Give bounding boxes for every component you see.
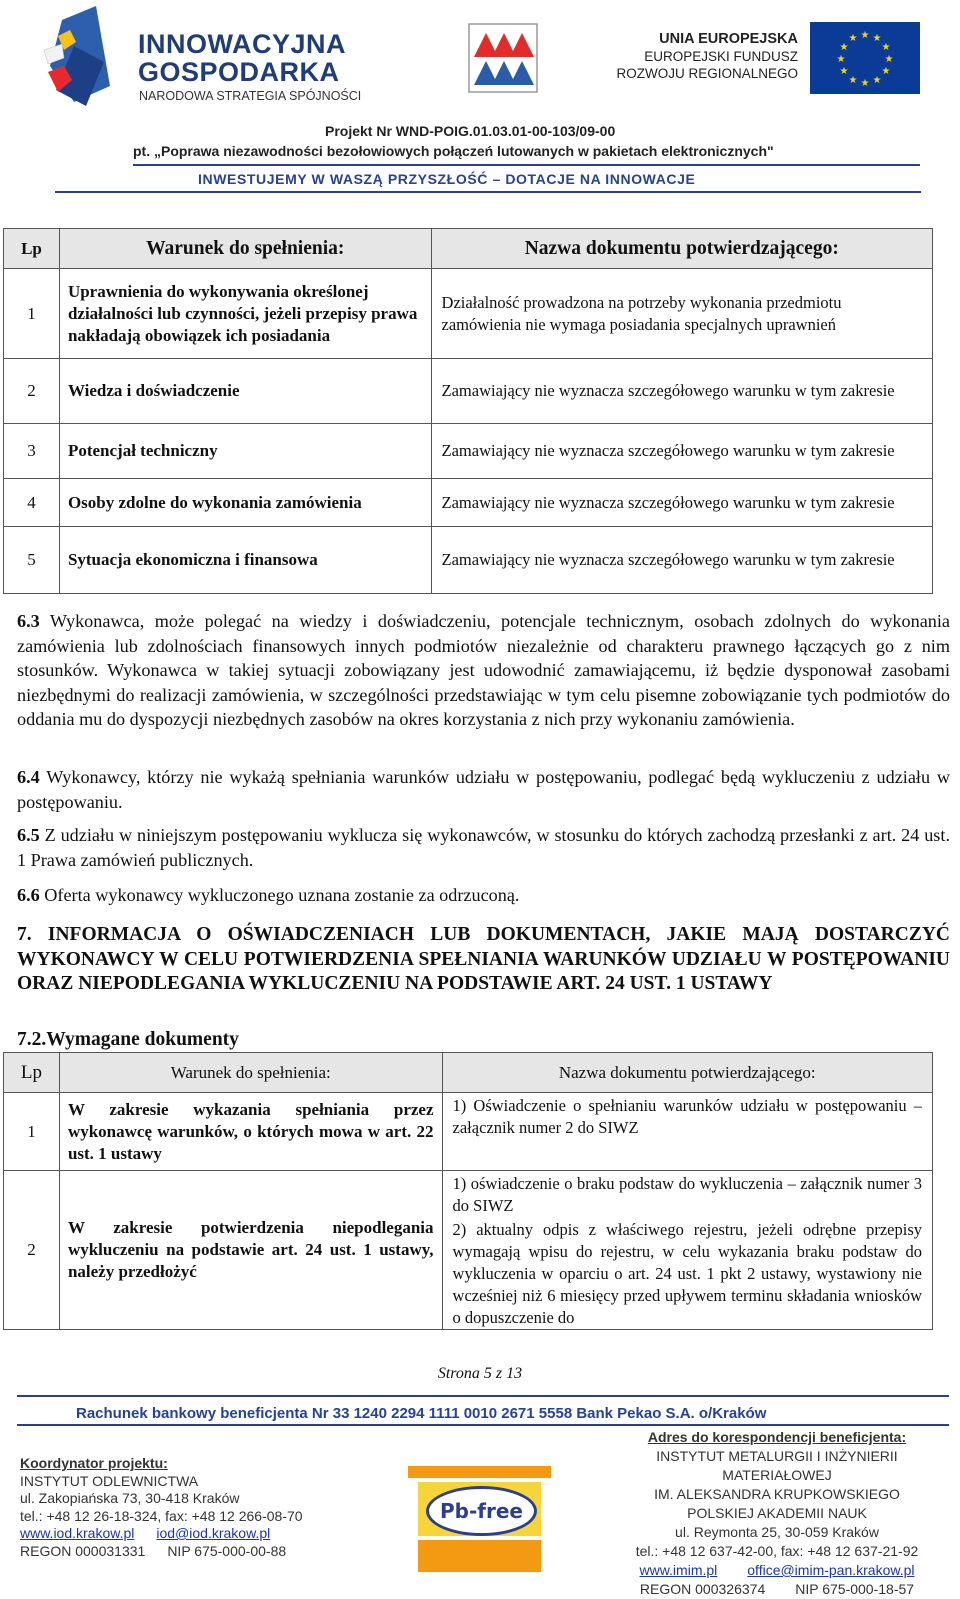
section-7-2-heading: 7.2.Wymagane dokumenty bbox=[17, 1029, 239, 1050]
row-document: Zamawiający nie wyznacza szczegółowego warunku w tym zakresie bbox=[431, 359, 932, 424]
page-number: Strona 5 z 13 bbox=[437, 1365, 523, 1382]
correspondence-block bbox=[612, 1428, 942, 1599]
header-lp: Lp bbox=[4, 1053, 60, 1093]
paragraph-6-5: 6.5 Z udziału w niniejszym postępowaniu wyklucza się wykonawców, w stosunku do których zachodzą przesłanki z art. 24 ust. 1 Prawa zamówień publicznych. bbox=[17, 825, 950, 870]
coordinator-name: INSTYTUT ODLEWNICTWA bbox=[20, 1472, 199, 1489]
svg-text:★: ★ bbox=[881, 42, 891, 53]
row-condition: Uprawnienia do wykonywania określonej działalności lub czynności, jeżeli przepisy prawa nakładają obowiązek ich posiadania bbox=[59, 269, 431, 359]
row-document: Zamawiający nie wyznacza szczegółowego warunku w tym zakresie bbox=[431, 527, 932, 594]
project-title: pt. „Poprawa niezawodności bezołowiowych połączeń lutowanych w pakietach elektronicznych" bbox=[133, 143, 774, 159]
svg-text:★: ★ bbox=[872, 75, 882, 86]
ig-logo-subtitle: NARODOWA STRATEGIA SPÓJNOŚCI bbox=[139, 89, 362, 103]
header-condition: Warunek do spełnienia: bbox=[59, 229, 431, 269]
header-condition: Warunek do spełnienia: bbox=[59, 1053, 442, 1093]
coordinator-website-link[interactable]: www.iod.krakow.pl bbox=[20, 1525, 135, 1541]
conditions-table bbox=[3, 228, 933, 594]
coordinator-regon: REGON 000031331 bbox=[20, 1542, 146, 1559]
coordinator-phone: tel.: +48 12 26-18-324, fax: +48 12 266-08-70 bbox=[20, 1507, 303, 1524]
innowacyjna-gospodarka-logo bbox=[44, 6, 114, 108]
correspondence-phone: tel.: +48 12 637-42-00, fax: +48 12 637-21-92 bbox=[635, 1543, 919, 1559]
section-7-heading: 7. INFORMACJA O OŚWIADCZENIACH LUB DOKUMENTACH, JAKIE MAJĄ DOSTARCZYĆ WYKONAWCY W CELU POTWIERDZENIA SPEŁNIANIA WARUNKÓW UDZIAŁU W POSTĘPOWANIU ORAZ NIEPODLEGANIA WYKLUCZENIU NA PODSTAWIE ART. 24 UST. 1 USTAWY bbox=[17, 924, 950, 994]
svg-text:★: ★ bbox=[881, 66, 891, 77]
pb-free-logo bbox=[408, 1466, 551, 1572]
correspondence-institute-line2: IM. ALEKSANDRA KRUPKOWSKIEGO bbox=[654, 1486, 900, 1502]
correspondence-email-link[interactable]: office@imim-pan.krakow.pl bbox=[747, 1562, 915, 1578]
svg-text:★: ★ bbox=[839, 66, 849, 77]
correspondence-institute: INSTYTUT METALURGII I INŻYNIERII MATERIAŁOWEJ bbox=[656, 1448, 898, 1483]
row-condition: Wiedza i doświadczenie bbox=[59, 359, 431, 424]
table-row bbox=[4, 479, 933, 527]
svg-text:★: ★ bbox=[872, 33, 882, 44]
table-row bbox=[4, 424, 933, 479]
coordinator-email-link[interactable]: iod@iod.krakow.pl bbox=[156, 1525, 271, 1541]
row-lp: 3 bbox=[4, 424, 60, 479]
header-document: Nazwa dokumentu potwierdzającego: bbox=[442, 1053, 932, 1093]
row-document: Działalność prowadzona na potrzeby wykonania przedmiotu zamówienia nie wymaga posiadania specjalnych uprawnień bbox=[431, 269, 932, 359]
row-lp: 1 bbox=[4, 1093, 60, 1171]
imim-logo bbox=[468, 23, 538, 93]
document-item: 1) oświadczenie o braku podstaw do wykluczenia – załącznik numer 3 do SIWZ bbox=[452, 1174, 922, 1215]
table-header-row bbox=[4, 229, 933, 269]
ig-logo-text: INNOWACYJNA GOSPODARKA bbox=[138, 29, 347, 87]
row-document: Zamawiający nie wyznacza szczegółowego warunku w tym zakresie bbox=[431, 424, 932, 479]
row-condition: W zakresie wykazania spełniania przez wykonawcę warunków, o których mowa w art. 22 ust. 1 ustawy bbox=[59, 1093, 442, 1171]
eu-flag-icon bbox=[810, 22, 920, 94]
table-row bbox=[4, 1171, 933, 1330]
row-condition: Osoby zdolne do wykonania zamówienia bbox=[59, 479, 431, 527]
coordinator-title: Koordynator projektu: bbox=[20, 1455, 168, 1471]
row-condition: Potencjał techniczny bbox=[59, 424, 431, 479]
row-lp: 2 bbox=[4, 359, 60, 424]
table-header-row bbox=[4, 1053, 933, 1093]
row-condition: W zakresie potwierdzenia niepodlegania wykluczeniu na podstawie art. 24 ust. 1 ustawy, należy przedłożyć bbox=[59, 1171, 442, 1330]
eu-fund-text: UNIA EUROPEJSKA EUROPEJSKI FUNDUSZ ROZWOJU REGIONALNEGO bbox=[616, 31, 798, 81]
svg-text:★: ★ bbox=[848, 33, 858, 44]
slogan: INWESTUJEMY W WASZĄ PRZYSZŁOŚĆ – DOTACJE NA INNOWACJE bbox=[198, 171, 696, 187]
header-lp: Lp bbox=[4, 229, 60, 269]
document-item: 2) aktualny odpis z właściwego rejestru, jeżeli odrębne przepisy wymagają wpisu do rejestru, w celu wykazania braku podstaw do wykluczenia w oparciu o art. 24 ust. 1 pkt 2 ustawy, wystawiony nie wcześniej niż 6 miesięcy przed upływem terminu składania wniosków o dopuszczenie do bbox=[452, 1220, 922, 1327]
row-lp: 4 bbox=[4, 479, 60, 527]
header-document: Nazwa dokumentu potwierdzającego: bbox=[431, 229, 932, 269]
coordinator-address: ul. Zakopiańska 73, 30-418 Kraków bbox=[20, 1490, 240, 1506]
correspondence-regon: REGON 000326374 bbox=[639, 1581, 766, 1597]
row-lp: 2 bbox=[4, 1171, 60, 1330]
bank-account: Rachunek bankowy beneficjenta Nr 33 1240 2294 1111 0010 2671 5558 Bank Pekao S.A. o/Kraków bbox=[76, 1405, 767, 1422]
paragraph-6-3: 6.3 Wykonawca, może polegać na wiedzy i doświadczeniu, potencjale technicznym, osobach zdolnych do wykonania zamówienia lub zdolnościach finansowych innych podmiotów niezależnie od charakteru prawnego łączących go z nim stosunków. Wykonawca w takiej sytuacji zobowiązany jest udowodnić zamawiającemu, iż będzie dysponował zasobami niezbędnymi do realizacji zamówienia, w szczególności przedstawiając w tym celu pisemne zobowiązanie tych podmiotów do oddania mu do dyspozycji niezbędnych zasobów na okres korzystania z nich przy wykonaniu zamówienia. bbox=[17, 611, 950, 729]
row-lp: 5 bbox=[4, 527, 60, 594]
table-row bbox=[4, 1093, 933, 1171]
svg-text:★: ★ bbox=[839, 42, 849, 53]
svg-text:★: ★ bbox=[836, 54, 846, 65]
header-divider bbox=[133, 164, 920, 166]
row-document: 1) Oświadczenie o spełnianiu warunków udziału w postępowaniu – załącznik numer 2 do SIWZ bbox=[442, 1093, 932, 1171]
table-row bbox=[4, 359, 933, 424]
correspondence-institute-line3: POLSKIEJ AKADEMII NAUK bbox=[687, 1505, 867, 1521]
svg-text:★: ★ bbox=[884, 54, 894, 65]
svg-text:★: ★ bbox=[860, 30, 870, 41]
paragraph-6-6: 6.6 Oferta wykonawcy wykluczonego uznana zostanie za odrzuconą. bbox=[17, 885, 520, 905]
pb-free-label: Pb-free bbox=[426, 1486, 537, 1536]
table-row bbox=[4, 269, 933, 359]
footer-divider bbox=[17, 1395, 949, 1397]
project-number: Projekt Nr WND-POIG.01.03.01-00-103/09-00 bbox=[325, 123, 616, 139]
row-lp: 1 bbox=[4, 269, 60, 359]
correspondence-website-link[interactable]: www.imim.pl bbox=[639, 1562, 718, 1578]
correspondence-address: ul. Reymonta 25, 30-059 Kraków bbox=[675, 1524, 879, 1540]
row-document: Zamawiający nie wyznacza szczegółowego warunku w tym zakresie bbox=[431, 479, 932, 527]
correspondence-nip: NIP 675-000-18-57 bbox=[795, 1581, 915, 1597]
row-condition: Sytuacja ekonomiczna i finansowa bbox=[59, 527, 431, 594]
svg-text:★: ★ bbox=[848, 75, 858, 86]
row-document bbox=[442, 1171, 932, 1330]
footer-divider-2 bbox=[17, 1424, 949, 1426]
correspondence-title: Adres do korespondencji beneficjenta: bbox=[647, 1429, 907, 1445]
paragraph-6-4: 6.4 Wykonawcy, którzy nie wykażą spełniania warunków udziału w postępowaniu, podlegać będą wykluczeniu z udziału w postępowaniu. bbox=[17, 767, 950, 812]
svg-text:★: ★ bbox=[860, 78, 870, 89]
coordinator-block bbox=[20, 1455, 303, 1560]
coordinator-nip: NIP 675-000-00-88 bbox=[167, 1542, 287, 1559]
documents-table bbox=[3, 1052, 933, 1330]
table-row bbox=[4, 527, 933, 594]
header-divider-bottom bbox=[55, 191, 921, 193]
